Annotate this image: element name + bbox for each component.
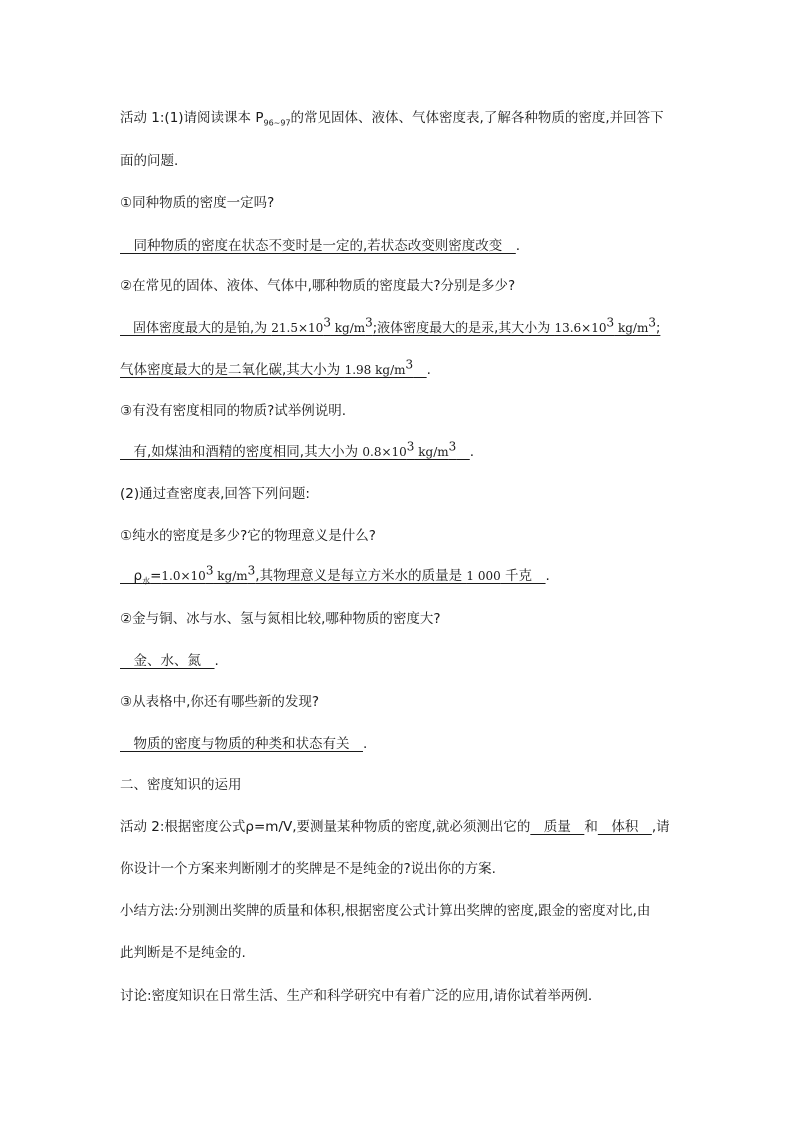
answer-1-2-line2 bbox=[120, 357, 431, 380]
answer-2-2-text: 金、水、氮 bbox=[120, 653, 215, 669]
answer-2-1 bbox=[120, 563, 550, 586]
answer-1-1 bbox=[120, 236, 520, 256]
activity2-text: ,请 bbox=[651, 819, 670, 835]
question-2-1: ①纯水的密度是多少?它的物理意义是什么? bbox=[120, 528, 376, 544]
exponent: 3 bbox=[205, 563, 214, 578]
blank-mass: 质量 bbox=[530, 819, 585, 835]
answer-1-3 bbox=[120, 439, 475, 462]
unit: kg/m bbox=[614, 321, 649, 335]
question-1-1: ①同种物质的密度一定吗? bbox=[120, 195, 275, 211]
question-2-3: ③从表格中,你还有哪些新的发现? bbox=[120, 694, 320, 710]
answer-end: . bbox=[545, 568, 550, 584]
answer-text bbox=[456, 444, 470, 460]
section-2-title: 二、密度知识的运用 bbox=[120, 777, 242, 793]
answer-text: ; bbox=[655, 321, 661, 336]
question-1-3: ③有没有密度相同的物质?试举例说明. bbox=[120, 403, 347, 419]
value-water: 1.0×10 bbox=[161, 569, 206, 583]
unit-exponent: 3 bbox=[247, 563, 256, 578]
rho-symbol: ρ bbox=[120, 568, 143, 584]
answer-1-1-text: 同种物质的密度在状态不变时是一定的,若状态改变则密度改变 bbox=[120, 238, 516, 254]
blank-volume: 体积 bbox=[597, 819, 652, 835]
unit-exponent: 3 bbox=[648, 315, 656, 330]
answer-end: . bbox=[469, 444, 475, 460]
answer-text: = bbox=[150, 568, 162, 584]
unit: kg/m bbox=[213, 569, 248, 583]
answer-text: ;液体密度最大的是汞,其大小为 bbox=[372, 321, 555, 336]
part2-heading: (2)通过查密度表,回答下列问题: bbox=[120, 486, 310, 502]
answer-text: 有,如煤油和酒精的密度相同,其大小为 bbox=[120, 444, 363, 460]
unit-exponent: 3 bbox=[448, 439, 457, 454]
value-mercury: 13.6×10 bbox=[554, 321, 607, 335]
value-kerosene: 0.8×10 bbox=[362, 445, 407, 459]
unit: kg/m bbox=[330, 321, 366, 335]
answer-text: 千克 bbox=[500, 568, 546, 584]
answer-end: . bbox=[426, 362, 431, 378]
answer-2-3-text: 物质的密度与物质的种类和状态有关 bbox=[120, 736, 363, 752]
value-platinum: 21.5×10 bbox=[271, 321, 324, 335]
discussion-line: 讨论:密度知识在日常生活、生产和科学研究中有着广泛的应用,请你试着举两例. bbox=[120, 988, 593, 1004]
summary-line1: 小结方法:分别测出奖牌的质量和体积,根据密度公式计算出奖牌的密度,跟金的密度对比,由 bbox=[120, 903, 651, 919]
activity2-line1 bbox=[120, 817, 670, 837]
answer-1-2-line1 bbox=[120, 315, 661, 339]
answer-text: 固体密度最大的是铂,为 bbox=[120, 321, 272, 336]
activity1-intro-line2: 面的问题. bbox=[120, 153, 179, 169]
question-1-2: ②在常见的固体、液体、气体中,哪种物质的密度最大?分别是多少? bbox=[120, 278, 516, 294]
rho-subscript: 水 bbox=[142, 576, 151, 586]
answer-end: . bbox=[363, 736, 368, 752]
answer-text bbox=[413, 362, 427, 378]
answer-end: . bbox=[214, 653, 219, 669]
unit-exponent: 3 bbox=[365, 315, 373, 330]
answer-1-1-end: . bbox=[515, 238, 521, 254]
answer-text: 气体密度最大的是二氧化碳,其大小为 bbox=[120, 362, 345, 378]
activity2-text: 和 bbox=[584, 819, 598, 835]
activity1-intro-line1 bbox=[120, 108, 664, 128]
activity2-line2: 你设计一个方案来判断刚才的奖牌是不是纯金的?说出你的方案. bbox=[120, 861, 496, 877]
activity1-intro-text-cont: 的常见固体、液体、气体密度表,了解各种物质的密度,并回答下 bbox=[290, 110, 664, 126]
exponent: 3 bbox=[606, 315, 615, 330]
page-range-subscript: 96~97 bbox=[263, 118, 291, 128]
activity1-intro-text: 活动 1:(1)请阅读课本 P bbox=[120, 110, 264, 126]
question-2-2: ②金与铜、冰与水、氢与氮相比较,哪种物质的密度大? bbox=[120, 611, 441, 627]
summary-line2: 此判断是不是纯金的. bbox=[120, 945, 246, 961]
answer-2-2 bbox=[120, 651, 219, 671]
unit-exponent: 3 bbox=[405, 357, 414, 372]
answer-2-3 bbox=[120, 734, 367, 754]
unit: kg/m bbox=[414, 445, 449, 459]
answer-text: ,其物理意义是每立方米水的质量是 bbox=[255, 568, 467, 584]
value-co2: 1.98 kg/m bbox=[344, 363, 406, 377]
activity2-text: 活动 2:根据密度公式ρ=m/V,要测量某种物质的密度,就必须测出它的 bbox=[120, 819, 531, 835]
exponent: 3 bbox=[323, 315, 331, 330]
value-mass: 1 000 bbox=[466, 569, 501, 583]
exponent: 3 bbox=[406, 439, 415, 454]
